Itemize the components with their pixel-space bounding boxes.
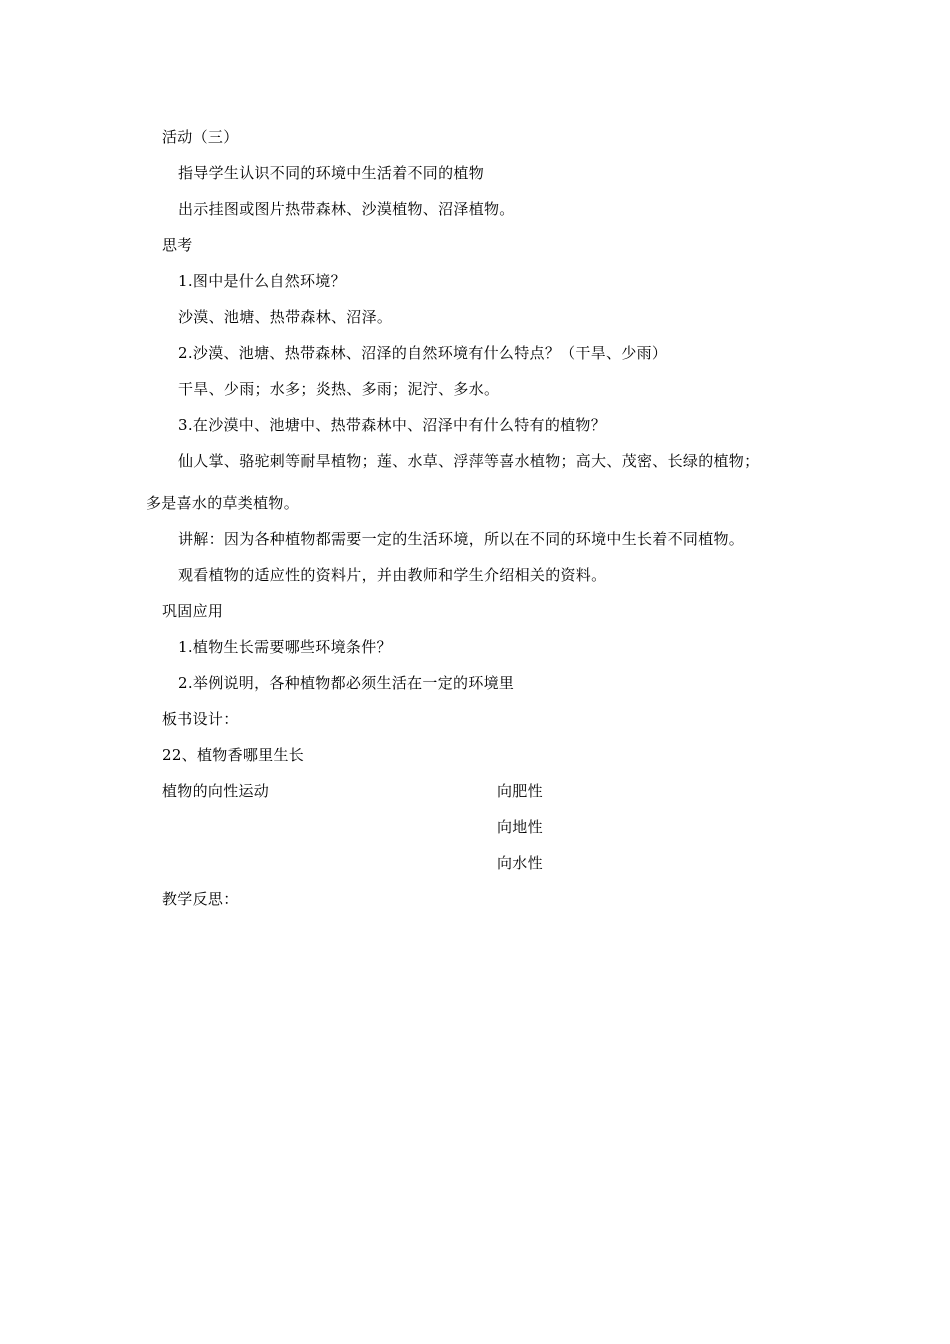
board-left-label: 植物的向性运动	[162, 782, 270, 800]
question-1: 1.图中是什么自然环境？	[178, 272, 346, 290]
board-heading: 板书设计：	[162, 710, 239, 728]
board-right-item: 向水性	[497, 854, 543, 872]
think-heading: 思考	[162, 236, 193, 254]
activity-heading: 活动（三）	[162, 128, 239, 146]
answer-3-line-1: 仙人掌、骆驼刺等耐旱植物；莲、水草、浮萍等喜水植物；高大、茂密、长绿的植物；	[178, 452, 760, 470]
answer-1: 沙漠、池塘、热带森林、沼泽。	[178, 308, 393, 326]
explanation-text: 讲解：因为各种植物都需要一定的生活环境，所以在不同的环境中生长着不同植物。	[178, 530, 745, 548]
reflection-heading: 教学反思：	[162, 890, 239, 908]
question-2: 2.沙漠、池塘、热带森林、沼泽的自然环境有什么特点？（干旱、少雨）	[178, 344, 668, 362]
board-right-item: 向肥性	[497, 782, 543, 800]
guide-text: 指导学生认识不同的环境中生活着不同的植物	[178, 164, 485, 182]
answer-3-line-2: 多是喜水的草类植物。	[146, 494, 300, 512]
answer-2: 干旱、少雨；水多；炎热、多雨；泥泞、多水。	[178, 380, 500, 398]
consolidate-item-2: 2.举例说明，各种植物都必须生活在一定的环境里	[178, 674, 515, 692]
watch-text: 观看植物的适应性的资料片，并由教师和学生介绍相关的资料。	[178, 566, 607, 584]
consolidate-item-1: 1.植物生长需要哪些环境条件？	[178, 638, 392, 656]
question-3: 3.在沙漠中、池塘中、热带森林中、沼泽中有什么特有的植物？	[178, 416, 607, 434]
board-title: 22、植物香哪里生长	[162, 746, 305, 764]
consolidate-heading: 巩固应用	[162, 602, 224, 620]
show-pictures-text: 出示挂图或图片热带森林、沙漠植物、沼泽植物。	[178, 200, 515, 218]
board-right-item: 向地性	[497, 818, 543, 836]
